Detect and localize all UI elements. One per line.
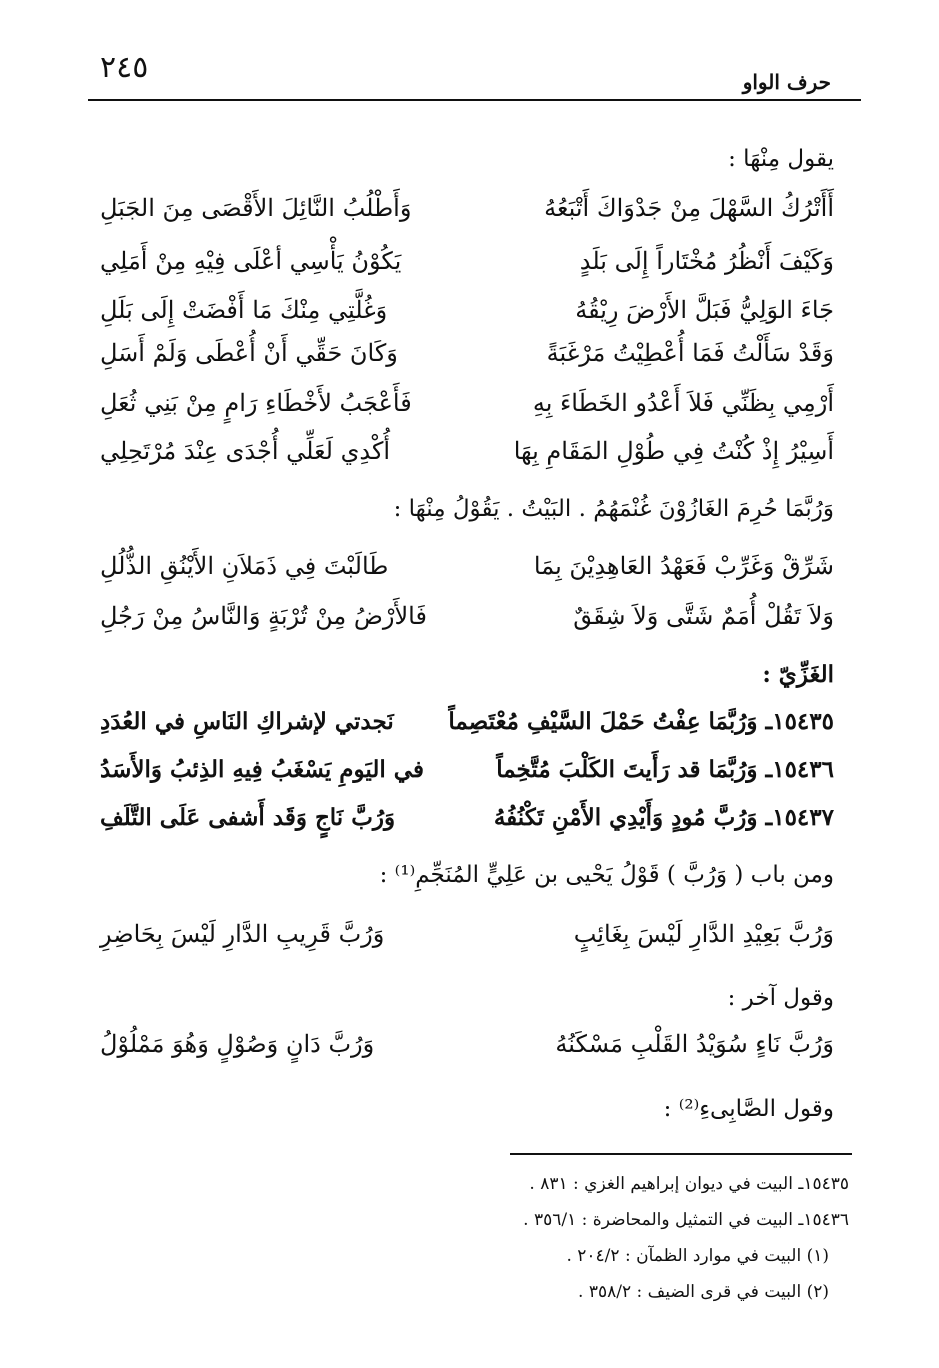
verse-line (100, 1024, 834, 1064)
first-hemistich: أَأَتْرُكُ السَّهْلَ مِنْ جَدْوَاكَ أَتْبَعُهُ (544, 194, 834, 222)
second-hemistich: وَغُلَّتِي مِنْكَ مَا أَفْضَتْ إِلَى بَلَلِ (100, 296, 388, 324)
second-hemistich: نَجدتي لإشراكِ النَاسِ في العُدَدِ (100, 708, 394, 735)
first-hemistich: جَاءَ الوَلِيُّ فَبَلَّ الأَرْضَ رِيْقُهُ (575, 296, 834, 324)
header-rule (88, 99, 861, 101)
first-hemistich: ١٥٤٣٥ـ وَرُبَّمَا عِفْتُ حَمْلَ السَّيْفِ مُعْتَصِماً (448, 708, 834, 735)
first-hemistich: وَكَيْفَ أَنْظُرُ مُخْتَاراً إِلَى بَلَدٍ (579, 247, 834, 275)
verse-line (100, 596, 834, 636)
verse-line (100, 333, 834, 373)
first-hemistich: ١٥٤٣٦ـ وَرُبَّمَا قد رَأَيتَ الكَلْبَ مُتَّخِماً (496, 756, 834, 783)
verse-line (100, 431, 834, 471)
intro-line: وَرُبَّمَا حُرِمَ الغَازُوْنَ غُنْمَهُمُ . البَيْتُ . يَقُوْلُ مِنْهَا : (393, 496, 834, 522)
first-hemistich: وَرُبَّ بَعِيْدِ الدَّارِ لَيْسَ بِغَائِبٍ (573, 920, 834, 948)
second-hemistich: يَكُوْنُ يَأْسِي أعْلَى فِيْهِ مِنْ أَمَلِي (100, 247, 402, 275)
second-hemistich: فَأَعْجَبُ لأَخْطَاءِ رَامٍ مِنْ بَنِي ثُعَلِ (100, 389, 412, 417)
second-hemistich: وَرُبَّ نَاجٍ وَقَد أَشفى عَلَى التَّلَفِ (100, 804, 396, 831)
first-hemistich: وَلاَ تَقُلْ أُمَمٌ شَتَّى وَلاَ شِقَقٌ (573, 602, 834, 630)
footnote: ١٥٤٣٦ـ البيت في التمثيل والمحاضرة : ٣٥٦/١ . (523, 1210, 849, 1230)
verse-line (100, 188, 834, 228)
footnote-rule (510, 1153, 852, 1155)
intro-line: وقول الصَّابِىءِ⁽²⁾ : (663, 1096, 834, 1122)
numbered-verse (100, 798, 834, 838)
footnote: (١) البيت في موارد الظمآن : ٢٠٤/٢ . (566, 1246, 829, 1266)
second-hemistich: طَالَبْتَ فِي ذَمَلاَنِ الأَيْنُقِ الذُّلُلِ (100, 552, 389, 580)
numbered-verse (100, 702, 834, 742)
second-hemistich: في اليَومِ يَسْغَبُ فِيهِ الذِئبُ وَالأَسَدُ (100, 756, 424, 783)
verse-line (100, 914, 834, 954)
intro-line: ومن باب ( وَرُبَّ ) قَوْلُ يَحْيى بن عَلِيٍّ المُنَجِّمِ⁽¹⁾ : (379, 862, 834, 888)
first-hemistich: ١٥٤٣٧ـ وَرُبَّ مُودٍ وَأَيْدِي الأَمْنِ تَكْنُفُهُ (493, 804, 834, 831)
second-hemistich: فَالأَرْضُ مِنْ تُرْبَةٍ وَالنَّاسُ مِنْ رَجُلِ (100, 602, 427, 630)
footnote: (٢) البيت في قرى الضيف : ٣٥٨/٢ . (578, 1282, 829, 1302)
first-hemistich: وَرُبَّ نَاءٍ سُوَيْدُ القَلْبِ مَسْكَنُهُ (555, 1030, 834, 1058)
intro-line: وقول آخر : (727, 985, 834, 1011)
first-hemistich: أَرْمِي بِظَنِّي فَلاَ أَعْدُو الخَطَاءَ بِهِ (532, 389, 834, 417)
page-number: ٢٤٥ (100, 50, 149, 85)
second-hemistich: وَرُبَّ قَرِيبِ الدَّارِ لَيْسَ بِحَاضِرِ (100, 920, 385, 948)
intro-line: يقول مِنْهَا : (728, 146, 834, 172)
second-hemistich: وَأَطْلُبُ النَّائِلَ الأَقْصَى مِنَ الجَبَلِ (100, 194, 412, 222)
numbered-verse (100, 750, 834, 790)
first-hemistich: وَقَدْ سَأَلْتُ فَمَا أُعْطِيْتُ مَرْغَبَةً (546, 339, 834, 367)
poet-heading: الغَزِّيّ : (762, 661, 834, 688)
verse-line (100, 383, 834, 423)
verse-line (100, 241, 834, 281)
running-head: حرف الواو (742, 70, 831, 94)
second-hemistich: وَرُبَّ دَانٍ وَصُوْلٍ وَهُوَ مَمْلُوْلُ (100, 1030, 375, 1058)
second-hemistich: وَكَانَ حَقِّي أَنْ أُعْطَى وَلَمْ أَسَلِ (100, 339, 398, 367)
first-hemistich: شَرِّقْ وَغَرِّبْ فَعَهْدُ العَاهِدِيْنَ بِمَا (533, 552, 834, 580)
footnote: ١٥٤٣٥ـ البيت في ديوان إبراهيم الغزي : ٨٣١ . (529, 1174, 849, 1194)
first-hemistich: أَسِيْرُ إِذْ كُنْتُ فِي طُوْلِ المَقَامِ بِهَا (513, 437, 834, 465)
verse-line (100, 546, 834, 586)
verse-line (100, 290, 834, 330)
second-hemistich: أُكْدِي لَعَلِّي أُجْدَى عِنْدَ مُرْتَحِلِي (100, 437, 391, 465)
